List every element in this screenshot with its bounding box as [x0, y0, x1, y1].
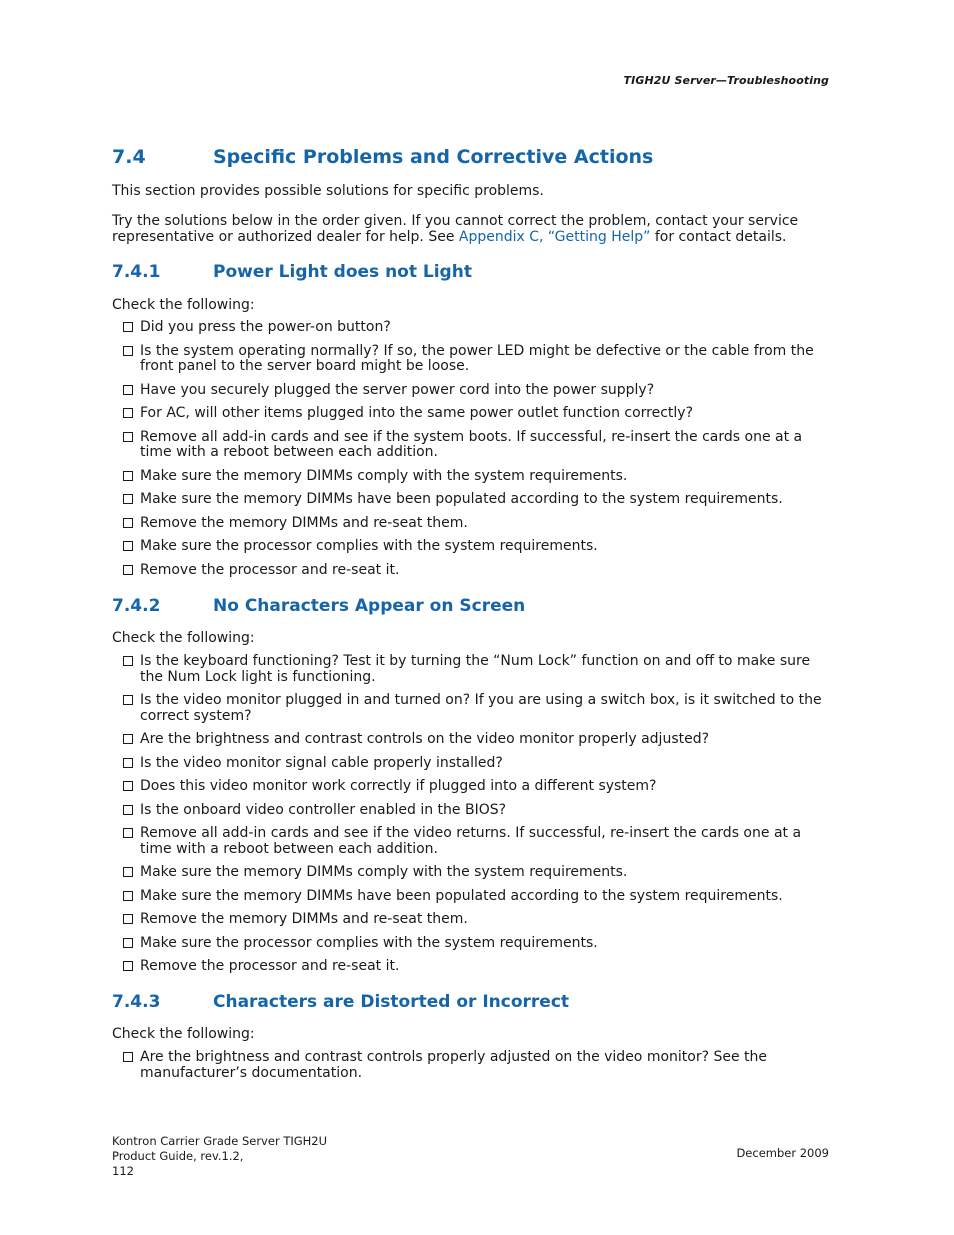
- checkbox-bullet-icon: [123, 322, 133, 332]
- checklist-item-text: Make sure the processor complies with the system requirements.: [140, 538, 598, 554]
- subsection-title-7-4-1: [112, 262, 472, 282]
- subsection-number: 7.4.2: [112, 596, 161, 616]
- checkbox-bullet-icon: [123, 867, 133, 877]
- checklist-item-text: Remove the processor and re-seat it.: [140, 561, 400, 578]
- checkbox-bullet-icon: [123, 891, 133, 901]
- subsection-title-7-4-2: [112, 596, 525, 616]
- checkbox-bullet-icon: [123, 781, 133, 791]
- checklist-item: [112, 732, 832, 748]
- checklist-item: [112, 344, 832, 375]
- running-header: TIGH2U Server—Troubleshooting: [623, 74, 829, 87]
- checklist-item-text: Are the brightness and contrast controls on the video monitor properly adjusted?: [140, 731, 710, 747]
- checklist-item-text: Is the keyboard functioning? Test it by turning the “Num Lock” function on and off to make sure the Num Lock light is functioning.: [140, 653, 811, 685]
- checklist-item: [112, 430, 832, 461]
- checkbox-bullet-icon: [123, 432, 133, 442]
- checklist-item: [112, 383, 832, 399]
- checklist-item-text: Make sure the memory DIMMs have been populated according to the system requirements.: [140, 491, 783, 507]
- checkbox-bullet-icon: [123, 914, 133, 924]
- checkbox-bullet-icon: [123, 805, 133, 815]
- checkbox-bullet-icon: [123, 565, 133, 575]
- checklist-item: [112, 539, 832, 555]
- checkbox-bullet-icon: [123, 734, 133, 744]
- checkbox-bullet-icon: [123, 518, 133, 528]
- checklist-item-text: Is the video monitor plugged in and turned on? If you are using a switch box, is it switched to the correct system?: [140, 692, 822, 724]
- checklist-item: [112, 320, 832, 336]
- checklist-item-text: Make sure the memory DIMMs have been populated according to the system requirements.: [140, 887, 783, 904]
- checklist-item: [112, 826, 832, 857]
- checklist-item: [112, 1050, 832, 1081]
- checklist-item-text: Make sure the processor complies with the system requirements.: [140, 934, 598, 951]
- footer-left: [112, 1134, 327, 1179]
- checklist-item: [112, 654, 832, 685]
- checkbox-bullet-icon: [123, 961, 133, 971]
- subsection-title-text: Power Light does not Light: [213, 262, 472, 282]
- checklist-item: [112, 889, 832, 905]
- checklist-item: [112, 912, 832, 928]
- checklist-item: [112, 779, 832, 795]
- appendix-c-link[interactable]: Appendix C, “Getting Help”: [458, 229, 651, 245]
- checkbox-bullet-icon: [123, 471, 133, 481]
- section-number: 7.4: [112, 146, 146, 168]
- check-lead: Check the following:: [112, 630, 255, 646]
- section-paragraph: [112, 213, 832, 245]
- checklist-item: [112, 516, 832, 532]
- subsection-number: 7.4.3: [112, 992, 161, 1012]
- subsection-title-text: No Characters Appear on Screen: [213, 596, 526, 616]
- paragraph-text-before-link: Try the solutions below in the order given. If you cannot correct the problem, contact your service representative or authorized dealer for help. See: [112, 213, 799, 245]
- checklist-item-text: Does this video monitor work correctly if plugged into a different system?: [140, 778, 657, 794]
- checklist-item-text: Make sure the memory DIMMs comply with the system requirements.: [140, 864, 628, 880]
- checklist-item-text: Make sure the memory DIMMs comply with the system requirements.: [140, 467, 628, 484]
- checkbox-bullet-icon: [123, 346, 133, 356]
- checklist-item-text: Is the video monitor signal cable properly installed?: [140, 754, 503, 771]
- subsection-title-7-4-3: [112, 992, 569, 1012]
- checklist-7-4-3: [112, 1050, 832, 1089]
- subsection-number: 7.4.1: [112, 262, 161, 282]
- checklist-item: [112, 865, 832, 881]
- footer-guide-revision: Product Guide, rev.1.2,: [112, 1149, 244, 1163]
- check-lead: Check the following:: [112, 1026, 255, 1042]
- checkbox-bullet-icon: [123, 1052, 133, 1062]
- checklist-item-text: Remove all add-in cards and see if the system boots. If successful, re-insert the cards one at a time with a reboot between each addition.: [140, 428, 803, 460]
- section-title: [112, 146, 653, 168]
- checklist-7-4-2: [112, 654, 832, 983]
- checklist-item: [112, 756, 832, 772]
- footer-date: December 2009: [736, 1146, 829, 1160]
- checkbox-bullet-icon: [123, 385, 133, 395]
- checkbox-bullet-icon: [123, 541, 133, 551]
- check-lead: Check the following:: [112, 297, 255, 313]
- checklist-item: [112, 959, 832, 975]
- checkbox-bullet-icon: [123, 656, 133, 666]
- checklist-item-text: Did you press the power-on button?: [140, 319, 391, 335]
- checklist-item-text: Remove the processor and re-seat it.: [140, 958, 400, 974]
- checklist-item-text: Is the system operating normally? If so, the power LED might be defective or the cable from the front panel to the server board might be loose.: [140, 342, 814, 374]
- checklist-item: [112, 936, 832, 952]
- subsection-title-text: Characters are Distorted or Incorrect: [213, 992, 570, 1012]
- section-intro: This section provides possible solutions for specific problems.: [112, 183, 544, 199]
- section-title-text: Specific Problems and Corrective Actions: [213, 146, 654, 168]
- checklist-item-text: Is the onboard video controller enabled in the BIOS?: [140, 801, 507, 818]
- checklist-item: [112, 803, 832, 819]
- checkbox-bullet-icon: [123, 695, 133, 705]
- checklist-item: [112, 492, 832, 508]
- footer-product-name: Kontron Carrier Grade Server TIGH2U: [112, 1134, 328, 1148]
- checklist-item: [112, 469, 832, 485]
- checklist-item-text: Remove the memory DIMMs and re-seat them.: [140, 911, 468, 927]
- checklist-item-text: Remove the memory DIMMs and re-seat them.: [140, 514, 468, 531]
- checkbox-bullet-icon: [123, 494, 133, 504]
- checklist-item-text: Are the brightness and contrast controls properly adjusted on the video monitor? See the manufacturer’s documentation.: [140, 1049, 768, 1081]
- checklist-7-4-1: [112, 320, 832, 586]
- checkbox-bullet-icon: [123, 408, 133, 418]
- checklist-item: [112, 406, 832, 422]
- page-number: 112: [112, 1164, 134, 1178]
- checkbox-bullet-icon: [123, 828, 133, 838]
- checklist-item-text: Have you securely plugged the server power cord into the power supply?: [140, 381, 655, 398]
- checklist-item-text: For AC, will other items plugged into the same power outlet function correctly?: [140, 405, 694, 421]
- checkbox-bullet-icon: [123, 758, 133, 768]
- checkbox-bullet-icon: [123, 938, 133, 948]
- paragraph-text-after-link: for contact details.: [650, 229, 787, 245]
- checklist-item-text: Remove all add-in cards and see if the video returns. If successful, re-insert the cards one at a time with a reboot between each addition.: [140, 825, 802, 857]
- checklist-item: [112, 563, 832, 579]
- checklist-item: [112, 693, 832, 724]
